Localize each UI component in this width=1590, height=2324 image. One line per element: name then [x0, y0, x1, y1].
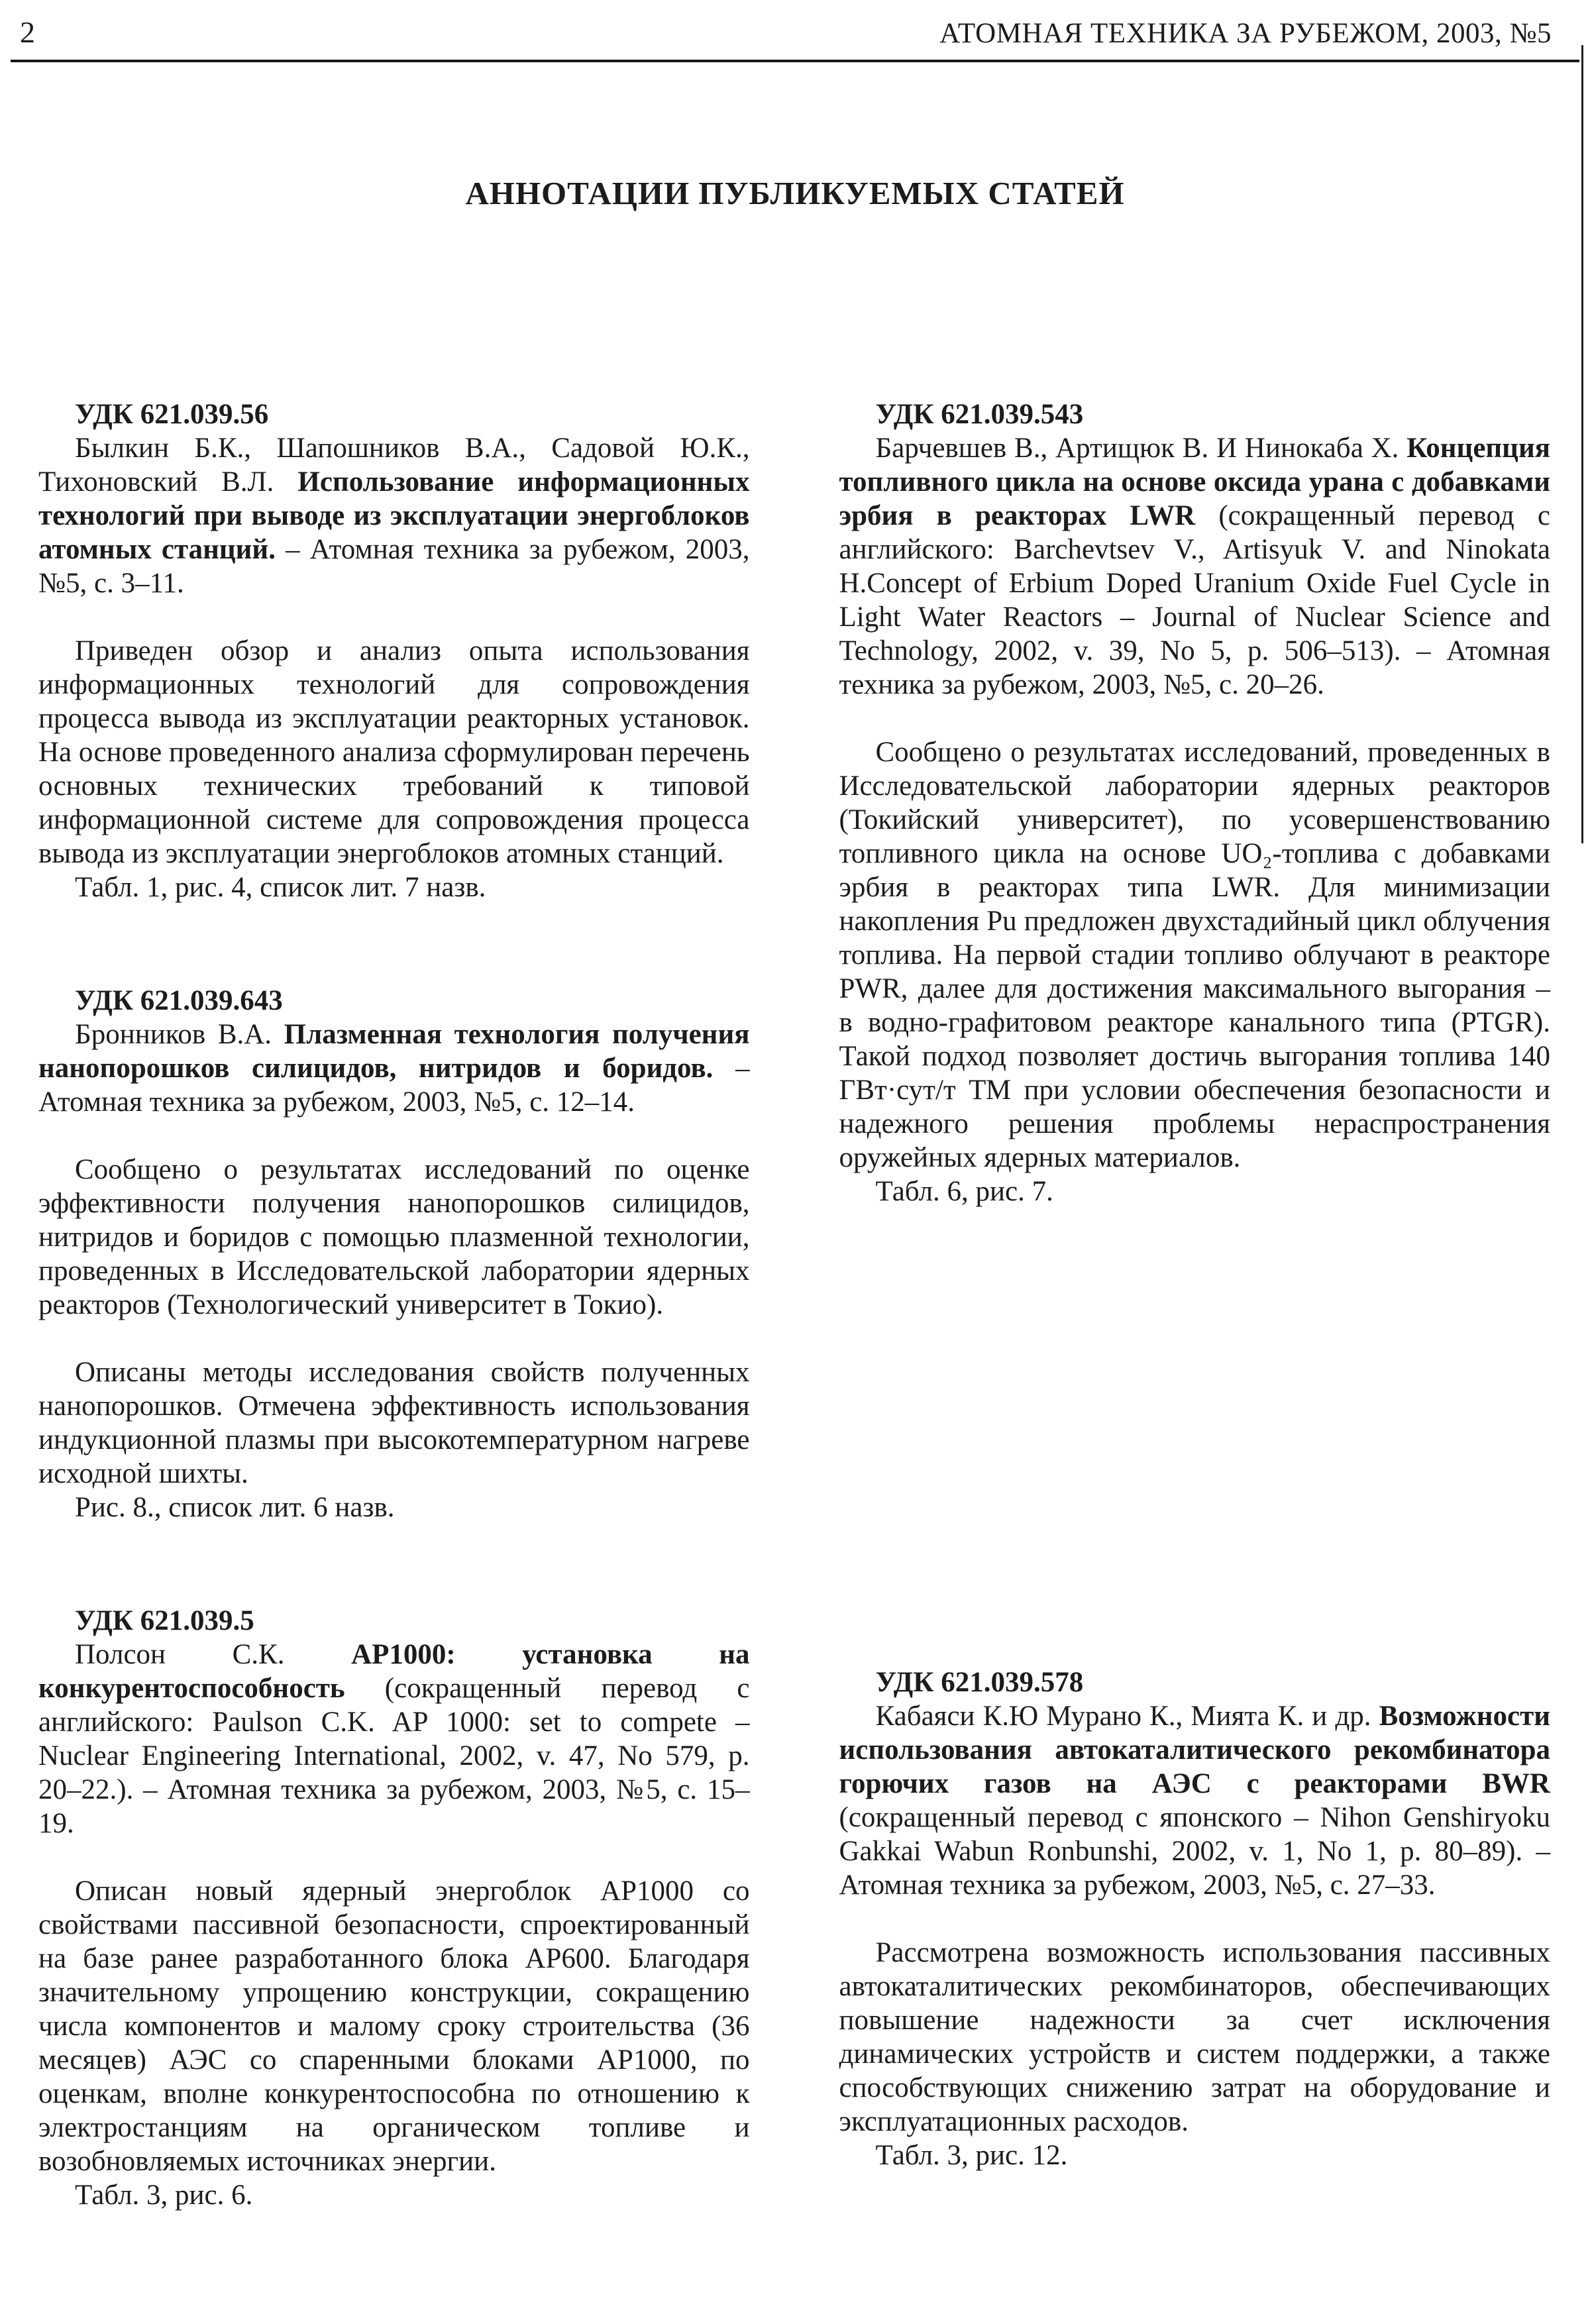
running-header — [0, 0, 1590, 48]
udc-code: УДК 621.039.56 — [75, 399, 269, 430]
udc-code: УДК 621.039.643 — [75, 985, 283, 1016]
scan-edge-artifact — [1581, 45, 1583, 843]
authors-text: Кабаяси К.Ю Мурано К., Мията К. и др. — [875, 1701, 1371, 1732]
bibliographic-entry — [38, 1638, 750, 1840]
authors-text: Полсон С.К. — [75, 1639, 285, 1670]
udc-code: УДК 621.039.578 — [875, 1667, 1084, 1698]
source-reference: (сокращенный перевод с английского: Paulson C.K. AP 1000: set to compete – Nuclear Engineering International, 2002, v. 47, No 579, p. 20–22.). – Атомная техника за рубежом, 2003, №5, с. 15–19. — [38, 1673, 750, 1839]
abstract-paragraph: Рассмотрена возможность использования пассивных автокаталитических рекомбинаторов, обеспечивающих повышение надежности за счет исключения динамических устройств и систем поддержки, а также способствующих снижению затрат на оборудование и эксплуатационных расходов. — [839, 1937, 1550, 2137]
right-column — [839, 397, 1551, 2212]
left-column — [38, 397, 750, 2212]
source-reference: – Атомная техника за рубежом, 2003, №5, с. 3–11. — [38, 534, 750, 599]
bibliographic-entry — [38, 1018, 750, 1119]
authors-text: Барчевшев В., Артищюк В. И Нинокаба Х. — [875, 433, 1399, 464]
figures-tables-note: Табл. 3, рис. 6. — [75, 2180, 253, 2211]
abstract-paragraph: Сообщено о результатах исследований по оценке эффективности получения нанопорошков силицидов, нитридов и боридов с помощью плазменной технологии, проведенных в Исследовательской лаборатории ядерных реакторов (Технологический университет в Токио). — [38, 1154, 750, 1320]
authors-text: Былкин Б.К., Шапошников В.А., Садовой Ю.К., Тихоновский В.Л. — [38, 433, 750, 498]
content-columns — [0, 397, 1590, 2212]
article-title: Возможности использования автокаталитического рекомбинатора горючих газов на АЭС с реакторами BWR — [839, 1701, 1551, 1799]
article-title: Использование информационных технологий при выводе из эксплуатации энергоблоков атомных станций. — [38, 466, 750, 565]
udc-code: УДК 621.039.543 — [875, 399, 1084, 430]
page-title: АННОТАЦИИ ПУБЛИКУЕМЫХ СТАТЕЙ — [465, 175, 1125, 211]
article-title: Плазменная технология получения нанопорошков силицидов, нитридов и боридов. — [38, 1019, 750, 1084]
figures-tables-note: Рис. 8., список лит. 6 назв. — [75, 1492, 395, 1523]
abstract-block-udk-621-039-5 — [38, 1604, 750, 2212]
abstract-block-udk-621-039-56 — [38, 397, 750, 904]
abstract-paragraph: Описан новый ядерный энергоблок АР1000 со свойствами пассивной безопасности, спроектированный на базе ранее разработанного блока АР600. Благодаря значительному упрощению конструкции, сокращению числа компонентов и малому сроку строительства (36 месяцев) АЭС со спаренными блоками АР1000, по оценкам, вполне конкурентоспособна по отношению к электростанциям на органическом топливе и возобновляемых источниках энергии. — [38, 1875, 750, 2177]
source-reference: (сокращенный перевод с японского – Nihon Genshiryoku Gakkai Wabun Ronbunshi, 2002, v. 1, No 1, p. 80–89). – Атомная техника за рубежом, 2003, №5, с. 27–33. — [839, 1802, 1550, 1901]
abstract-paragraph: Сообщено о результатах исследований, проведенных в Исследовательской лаборатории ядерных реакторов (Токийский университет), по усовершенствованию топливного цикла на основе UO₂-топлива с добавками эрбия в реакторах типа LWR. Для минимизации накопления Pu предложен двухстадийный цикл облучения топлива. На первой стадии топливо облучают в реакторе PWR, далее для достижения максимального выгорания – в водно-графитовом реакторе канального типа (PTGR). Такой подход позволяет достичь выгорания топлива 140 ГВт·сут/т ТМ при условии обеспечения безопасности и надежного решения проблемы нераспространения оружейных ядерных материалов. — [839, 737, 1550, 1173]
abstract-block-udk-621-039-578 — [839, 1665, 1551, 2172]
authors-text: Бронников В.А. — [75, 1019, 272, 1050]
figures-tables-note: Табл. 6, рис. 7. — [875, 1176, 1053, 1207]
abstract-paragraph: Описаны методы исследования свойств полученных нанопорошков. Отмечена эффективность использования индукционной плазмы при высокотемпературном нагреве исходной шихты. — [38, 1357, 750, 1489]
header-rule — [11, 60, 1579, 62]
bibliographic-entry — [38, 431, 750, 600]
article-title: Концепция топливного цикла на основе оксида урана с добавками эрбия в реакторах LWR — [839, 433, 1550, 531]
abstract-block-udk-621-039-543 — [839, 397, 1551, 1208]
page-number: 2 — [20, 15, 35, 49]
source-reference: – Атомная техника за рубежом, 2003, №5, с. 12–14. — [38, 1053, 750, 1118]
bibliographic-entry — [839, 431, 1551, 702]
figures-tables-note: Табл. 1, рис. 4, список лит. 7 назв. — [75, 872, 486, 903]
source-reference: (сокращенный перевод с английского: Barchevtsev V., Artisyuk V. and Ninokata H.Concept of Erbium Doped Uranium Oxide Fuel Cycle in Light Water Reactors – Journal of Nuclear Science and Technology, 2002, v. 39, No 5, p. 506–513). – Атомная техника за рубежом, 2003, №5, с. 20–26. — [839, 500, 1551, 700]
udc-code: УДК 621.039.5 — [75, 1605, 254, 1636]
abstract-block-udk-621-039-643 — [38, 984, 750, 1524]
abstract-paragraph: Приведен обзор и анализ опыта использования информационных технологий для сопровождения процесса вывода из эксплуатации реакторных установок. На основе проведенного анализа сформулирован перечень основных технических требований к типовой информационной системе для сопровождения процесса вывода из эксплуатации энергоблоков атомных станций. — [38, 635, 750, 869]
article-title: АР1000: установка на конкурентоспособность — [38, 1639, 750, 1704]
journal-title: АТОМНАЯ ТЕХНИКА ЗА РУБЕЖОМ, 2003, №5 — [939, 18, 1552, 49]
figures-tables-note: Табл. 3, рис. 12. — [875, 2140, 1068, 2171]
bibliographic-entry — [839, 1699, 1551, 1902]
